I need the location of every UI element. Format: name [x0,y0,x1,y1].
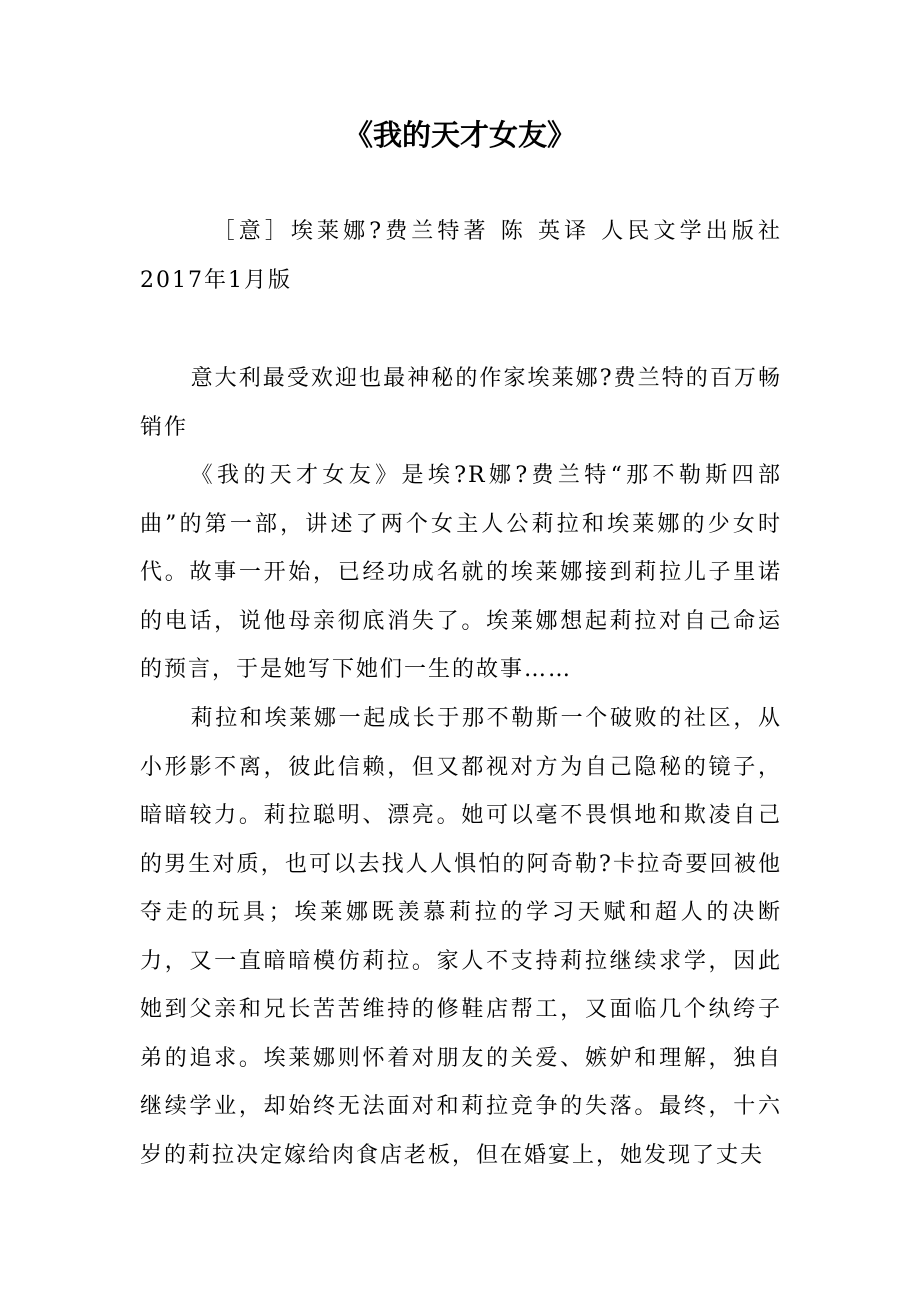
paragraph-summary: 《我的天才女友》是埃?R娜?费兰特“那不勒斯四部曲”的第一部，讲述了两个女主人公莉拉和埃莱娜的少女时代。故事一开始，已经功成名就的埃莱娜接到莉拉儿子里诺的电话，说他母亲彻底消失了。埃莱娜想起莉拉对自己命运的预言，于是她写下她们一生的故事…… [140,463,782,682]
paragraph-intro: 意大利最受欢迎也最神秘的作家埃莱娜?费兰特的百万畅销作 [140,366,782,440]
page-title: 《我的天才女友》 [343,118,576,152]
paragraph-story: 莉拉和埃莱娜一起成长于那不勒斯一个破败的社区，从小形影不离，彼此信赖，但又都视对方为自己隐秘的镜子，暗暗较力。莉拉聪明、漂亮。她可以毫不畏惧地和欺凌自己的男生对质，也可以去找人人惧怕的阿奇勒?卡拉奇要回被他夺走的玩具；埃莱娜既羡慕莉拉的学习天赋和超人的决断力，又一直暗暗模仿莉拉。家人不支持莉拉继续求学，因此她到父亲和兄长苦苦维持的修鞋店帮工，又面临几个纨绔子弟的追求。埃莱娜则怀着对朋友的关爱、嫉妒和理解，独自继续学业，却始终无法面对和莉拉竞争的失落。最终，十六岁的莉拉决定嫁给肉食店老板，但在婚宴上，她发现了丈夫 [140,706,782,1168]
book-source-line: ［意］埃莱娜?费兰特著 陈 英译 人民文学出版社2017年1月版 [140,219,782,293]
